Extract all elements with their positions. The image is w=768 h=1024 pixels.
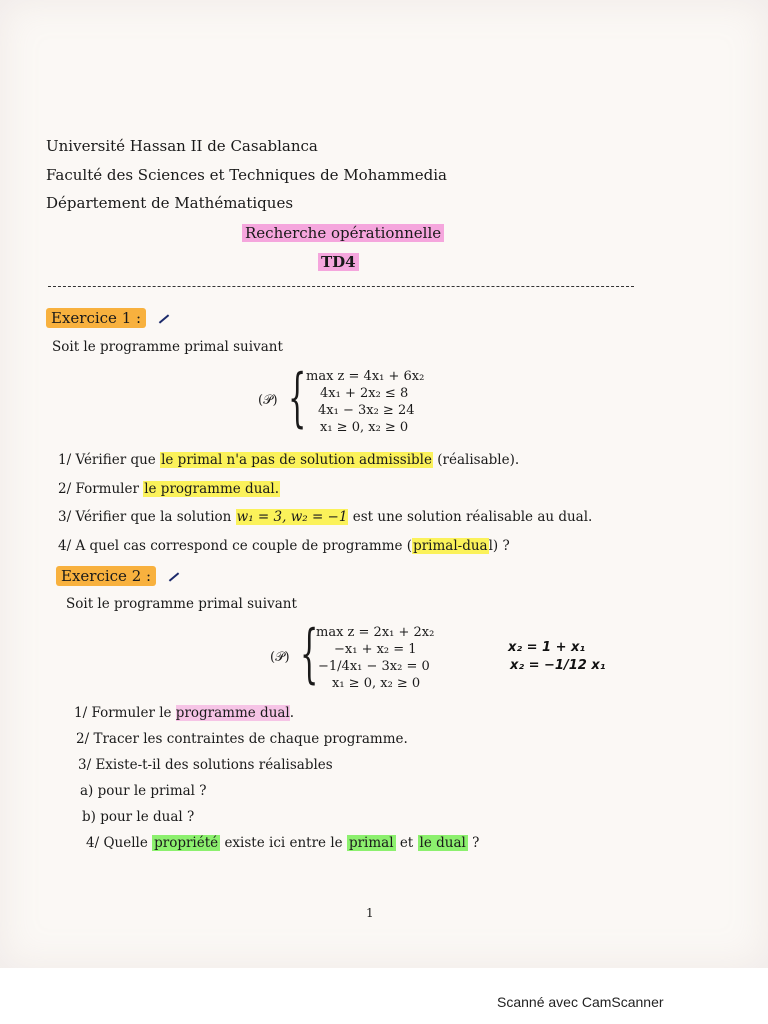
exercise-2-intro: Soit le programme primal suivant xyxy=(66,596,297,612)
exercise-2-title-text: Exercice 2 : xyxy=(56,566,156,586)
objective-line: max z = 4x₁ + 6x₂ xyxy=(306,369,425,384)
question-text: ? xyxy=(467,835,480,851)
question-number: 4/ xyxy=(86,835,100,851)
question-text: A quel cas correspond ce couple de programme ( xyxy=(75,538,413,554)
question-number: 4/ xyxy=(58,538,72,554)
course-title xyxy=(242,224,444,242)
highlighted-text: le dual xyxy=(419,835,466,851)
exercise-1-intro: Soit le programme primal suivant xyxy=(52,339,283,355)
question-text: et xyxy=(395,835,418,851)
exercise-1-question-2 xyxy=(58,481,280,497)
highlighted-text: propriété xyxy=(154,835,219,851)
question-text: est une solution réalisable au dual. xyxy=(348,509,593,525)
scanner-watermark: Scanné avec CamScanner xyxy=(497,994,664,1010)
exercise-2-question-3b: b) pour le dual ? xyxy=(82,809,195,825)
constraint-line: x₁ ≥ 0, x₂ ≥ 0 xyxy=(320,420,409,435)
question-text: Quelle xyxy=(103,835,153,851)
exercise-1-title xyxy=(46,309,146,327)
brace-icon: { xyxy=(288,361,307,435)
exercise-1-question-1 xyxy=(58,452,519,468)
exercise-2-title xyxy=(56,567,156,585)
objective-line: max z = 2x₁ + 2x₂ xyxy=(316,625,435,640)
program-label: (𝒫) xyxy=(270,650,290,665)
question-number: 3/ xyxy=(58,509,72,525)
constraint-line: x₁ ≥ 0, x₂ ≥ 0 xyxy=(332,676,421,691)
course-title-text: Recherche opérationnelle xyxy=(242,224,444,242)
separator-line xyxy=(48,286,634,287)
exercise-2-question-2 xyxy=(76,731,408,747)
exercise-1-question-3 xyxy=(58,509,592,525)
page-number: 1 xyxy=(366,906,374,920)
constraint-line: −x₁ + x₂ = 1 xyxy=(334,642,417,657)
handwritten-note: x₂ = 1 + x₁ xyxy=(508,640,586,655)
question-number: 1/ xyxy=(74,705,88,721)
question-text: Existe-t-il des solutions réalisables xyxy=(95,757,333,773)
question-text: Vérifier que xyxy=(75,452,161,468)
faculty-name: Faculté des Sciences et Techniques de Mohammedia xyxy=(46,166,447,184)
exercise-2-question-4 xyxy=(86,835,479,851)
exercise-1-system xyxy=(258,361,458,438)
highlighted-text: programme dual xyxy=(175,705,290,721)
check-mark-icon xyxy=(169,572,179,581)
exercise-2-system xyxy=(270,617,470,694)
exercise-2-question-1 xyxy=(74,705,294,721)
handwritten-note: x₂ = −1/12 x₁ xyxy=(510,658,606,673)
check-mark-icon xyxy=(159,314,169,323)
question-text: Formuler le xyxy=(91,705,176,721)
question-number: 2/ xyxy=(58,481,72,497)
question-text: . xyxy=(289,705,295,721)
question-number: 2/ xyxy=(76,731,90,747)
exercise-1-question-4 xyxy=(58,538,510,554)
department-name: Département de Mathématiques xyxy=(46,194,294,212)
question-text: Tracer les contraintes de chaque programme. xyxy=(93,731,408,747)
question-text: l) ? xyxy=(488,538,510,554)
question-number: 1/ xyxy=(58,452,72,468)
highlighted-text: le programme dual. xyxy=(144,481,280,497)
question-text: (réalisable). xyxy=(432,452,520,468)
highlighted-text: primal xyxy=(348,835,394,851)
constraint-line: −1/4x₁ − 3x₂ = 0 xyxy=(318,659,430,674)
question-number: 3/ xyxy=(78,757,92,773)
program-label: (𝒫) xyxy=(258,393,278,408)
td-title xyxy=(318,253,359,271)
td-title-text: TD4 xyxy=(318,253,359,271)
constraint-line: 4x₁ + 2x₂ ≤ 8 xyxy=(320,386,409,401)
question-text: existe ici entre le xyxy=(220,835,347,851)
highlighted-text: primal-dua xyxy=(413,538,488,554)
question-text: Vérifier que la solution xyxy=(75,509,236,525)
university-name: Université Hassan II de Casablanca xyxy=(46,137,318,155)
highlighted-text: w₁ = 3, w₂ = −1 xyxy=(236,509,348,525)
question-text: Formuler xyxy=(75,481,144,497)
highlighted-text: le primal n'a pas de solution admissible xyxy=(161,452,432,468)
exercise-2-question-3a: a) pour le primal ? xyxy=(80,783,207,799)
exercise-2-question-3 xyxy=(78,757,333,773)
exercise-1-title-text: Exercice 1 : xyxy=(46,308,146,328)
constraint-line: 4x₁ − 3x₂ ≥ 24 xyxy=(318,403,415,418)
brace-icon: { xyxy=(300,617,319,691)
